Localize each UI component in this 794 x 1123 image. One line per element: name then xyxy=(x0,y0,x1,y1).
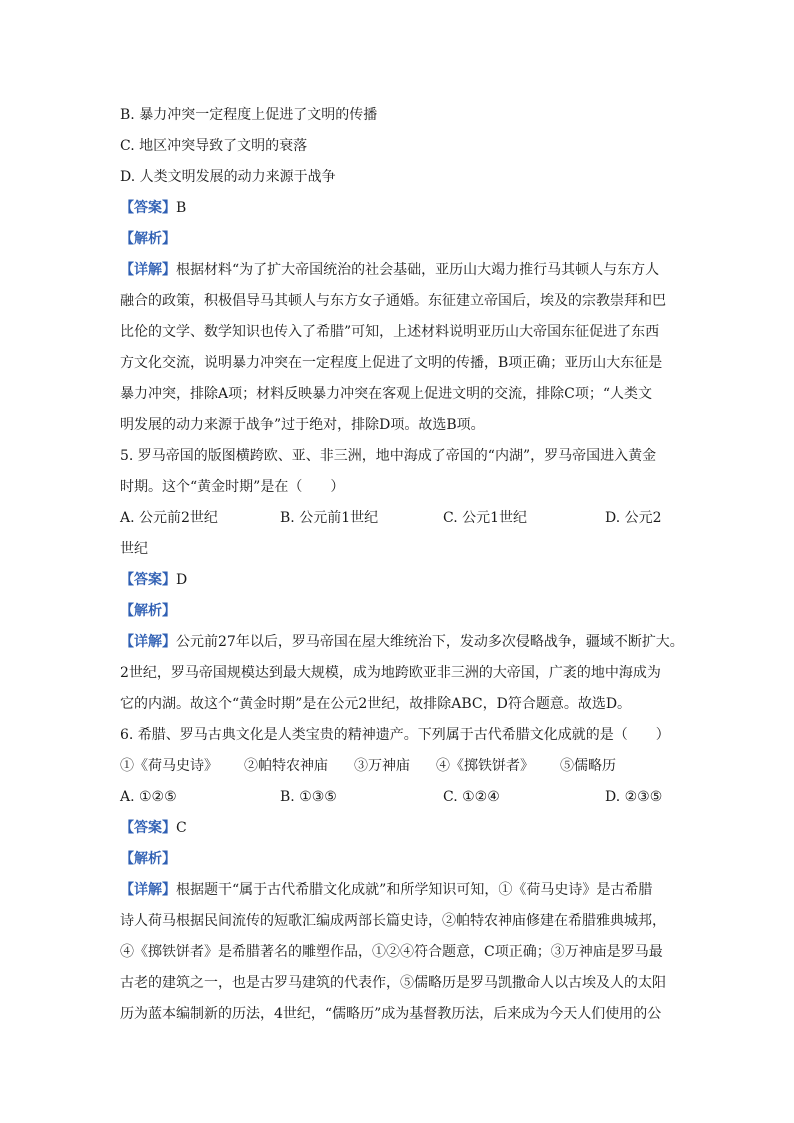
q4-detail-line: 比伦的文学、数学知识也传入了希腊”可知，上述材料说明亚历山大帝国东征促进了东西 xyxy=(120,324,660,340)
q6-detail-line: 古老的建筑之一，也是古罗马建筑的代表作，⑤儒略历是罗马凯撒命人以古埃及人的太阳 xyxy=(120,975,666,991)
q6-detail-line: 历为蓝本编制新的历法，4世纪，“儒略历”成为基督教历法，后来成为今天人们使用的公 xyxy=(120,1006,662,1022)
q5-option-c: C. 公元1世纪 xyxy=(443,510,528,526)
q5-option-wrap: 世纪 xyxy=(120,541,148,557)
analysis-tag: 【解析】 xyxy=(120,603,176,619)
q4-option-b: B. 暴力冲突一定程度上促进了文明的传播 xyxy=(120,107,378,123)
q5-answer xyxy=(120,565,680,596)
q6-detail-line: ④《掷铁饼者》是希腊著名的雕塑作品，①②④符合题意，C项正确；③万神庙是罗马最 xyxy=(120,944,663,960)
q5-option-a: A. 公元前2世纪 xyxy=(120,510,218,526)
answer-value: B xyxy=(176,200,187,216)
q6-items xyxy=(120,751,680,782)
q4-detail-line: 明发展的动力来源于战争”过于绝对，排除D项。故选B项。 xyxy=(120,417,485,433)
q6-item: ②帕特农神庙 xyxy=(244,758,328,774)
q5-options xyxy=(120,503,680,534)
answer-tag: 【答案】 xyxy=(120,572,176,588)
answer-tag: 【答案】 xyxy=(120,200,176,216)
q6-options xyxy=(120,782,680,813)
q5-stem-line: 时期。这个“黄金时期”是在（ ） xyxy=(120,479,345,495)
q4-option-d: D. 人类文明发展的动力来源于战争 xyxy=(120,169,336,185)
q4-answer xyxy=(120,193,680,224)
q4-detail-line: 融合的政策，积极倡导马其顿人与东方女子通婚。东征建立帝国后，埃及的宗教崇拜和巴 xyxy=(120,293,666,309)
document-page xyxy=(120,100,684,1030)
q4-detail-line: 【详解】根据材料“为了扩大帝国统治的社会基础，亚历山大竭力推行马其顿人与东方人 xyxy=(120,262,660,278)
answer-tag: 【答案】 xyxy=(120,820,176,836)
q6-detail-line: 诗人荷马根据民间流传的短歌汇编成两部长篇史诗，②帕特农神庙修建在希腊雅典城邦， xyxy=(120,913,666,929)
q5-detail-line: 2世纪，罗马帝国规模达到最大规模，成为地跨欧亚非三洲的大帝国，广袤的地中海成为 xyxy=(120,665,661,681)
q6-option-a: A. ①②⑤ xyxy=(120,789,177,805)
q6-option-c: C. ①②④ xyxy=(443,789,500,805)
detail-tag: 【详解】 xyxy=(120,882,176,898)
q6-item: ①《荷马史诗》 xyxy=(120,758,218,774)
q5-detail-line: 【详解】公元前27年以后，罗马帝国在屋大维统治下，发动多次侵略战争，疆域不断扩大。 xyxy=(120,634,684,650)
q6-item: ④《掷铁饼者》 xyxy=(436,758,534,774)
q6-analysis xyxy=(120,844,680,875)
q5-option-d: D. 公元2 xyxy=(605,510,662,526)
answer-value: D xyxy=(176,572,188,588)
q6-detail-line: 【详解】根据题干“属于古代希腊文化成就”和所学知识可知，①《荷马史诗》是古希腊 xyxy=(120,882,653,898)
q4-analysis xyxy=(120,224,680,255)
q5-option-b: B. 公元前1世纪 xyxy=(280,510,379,526)
q4-detail-line: 暴力冲突，排除A项；材料反映暴力冲突在客观上促进文明的交流，排除C项；“人类文 xyxy=(120,386,652,402)
q6-stem: 6. 希腊、罗马古典文化是人类宝贵的精神遗产。下列属于古代希腊文化成就的是（ ） xyxy=(120,727,670,743)
q4-option-c: C. 地区冲突导致了文明的衰落 xyxy=(120,138,308,154)
q6-answer xyxy=(120,813,680,844)
q4-detail-line: 方文化交流，说明暴力冲突在一定程度上促进了文明的传播，B项正确；亚历山大东征是 xyxy=(120,355,663,371)
q6-item: ⑤儒略历 xyxy=(560,758,616,774)
q5-stem-line: 5. 罗马帝国的版图横跨欧、亚、非三洲，地中海成了帝国的“内湖”，罗马帝国进入黄金 xyxy=(120,448,657,464)
analysis-tag: 【解析】 xyxy=(120,851,176,867)
detail-tag: 【详解】 xyxy=(120,634,176,650)
q5-detail-line: 它的内湖。故这个“黄金时期”是在公元2世纪，故排除ABC，D符合题意。故选D。 xyxy=(120,696,632,712)
q6-item: ③万神庙 xyxy=(354,758,410,774)
detail-tag: 【详解】 xyxy=(120,262,176,278)
analysis-tag: 【解析】 xyxy=(120,231,176,247)
q5-analysis xyxy=(120,596,680,627)
q6-option-b: B. ①③⑤ xyxy=(280,789,337,805)
q6-option-d: D. ②③⑤ xyxy=(605,789,663,805)
answer-value: C xyxy=(176,820,187,836)
